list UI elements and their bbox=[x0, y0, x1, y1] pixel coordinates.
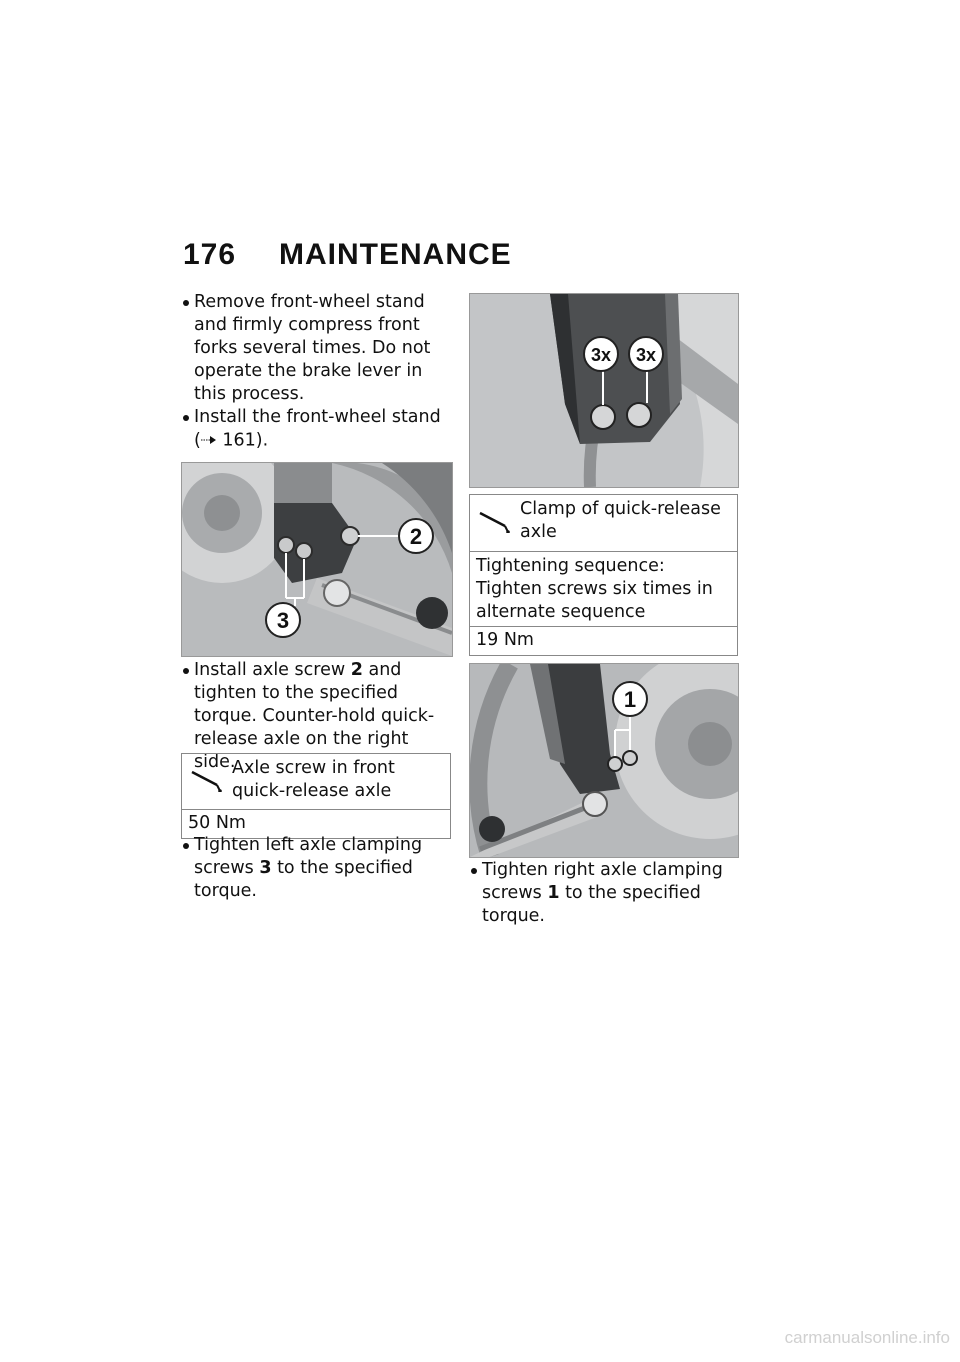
torque-label-row bbox=[182, 754, 450, 809]
step-remove-stand: Remove front-wheel stand and firmly compress front forks several times. Do not operate the brake lever in this process. bbox=[183, 291, 453, 406]
torque-label-row bbox=[470, 495, 737, 551]
step-left-clamp: Tighten left axle clamping screws 3 to the specified torque. bbox=[183, 834, 453, 903]
step-install-axle-screw: Install axle screw 2 and tighten to the specified torque. Counter-hold quick-release axle on the right side. bbox=[183, 659, 453, 774]
torque-label: Clamp of quick-release axle bbox=[520, 499, 721, 542]
callout-3-label: 3 bbox=[276, 608, 290, 633]
torque-value: 50 Nm bbox=[182, 809, 450, 838]
ref-number-2: 2 bbox=[350, 660, 363, 680]
torque-box-axle-screw bbox=[181, 753, 451, 839]
tightening-sequence: Tightening sequence: Tighten screws six times in alternate sequence bbox=[470, 551, 737, 626]
torque-wrench-icon bbox=[478, 509, 514, 533]
watermark: carmanualsonline.info bbox=[784, 1328, 950, 1347]
section-title: MAINTENANCE bbox=[279, 238, 512, 271]
photo-axle-screw bbox=[181, 462, 453, 657]
page-number: 176 bbox=[183, 238, 237, 271]
right-column-bottom bbox=[471, 859, 736, 928]
ref-number-3: 3 bbox=[259, 858, 272, 878]
ref-number-1: 1 bbox=[547, 883, 560, 903]
step-install-stand: Install the front-wheel stand ( 161). bbox=[183, 406, 453, 453]
torque-box-clamp bbox=[469, 494, 738, 656]
callout-2-label: 2 bbox=[409, 524, 423, 549]
left-column-bottom bbox=[183, 834, 453, 903]
torque-value: 19 Nm bbox=[470, 626, 737, 655]
callout-3x-right: 3x bbox=[635, 345, 657, 365]
torque-label: Axle screw in front quick-release axle bbox=[232, 758, 395, 801]
photo-clamp-screws bbox=[469, 293, 739, 488]
arrow-ref-icon bbox=[201, 429, 217, 452]
torque-wrench-icon bbox=[190, 768, 226, 792]
photo-right-clamp bbox=[469, 663, 739, 858]
callout-1-label: 1 bbox=[623, 687, 637, 712]
page-header bbox=[183, 238, 512, 272]
callout-3x-left: 3x bbox=[590, 345, 612, 365]
step-right-clamp: Tighten right axle clamping screws 1 to the specified torque. bbox=[471, 859, 736, 928]
left-column-top bbox=[183, 291, 453, 453]
